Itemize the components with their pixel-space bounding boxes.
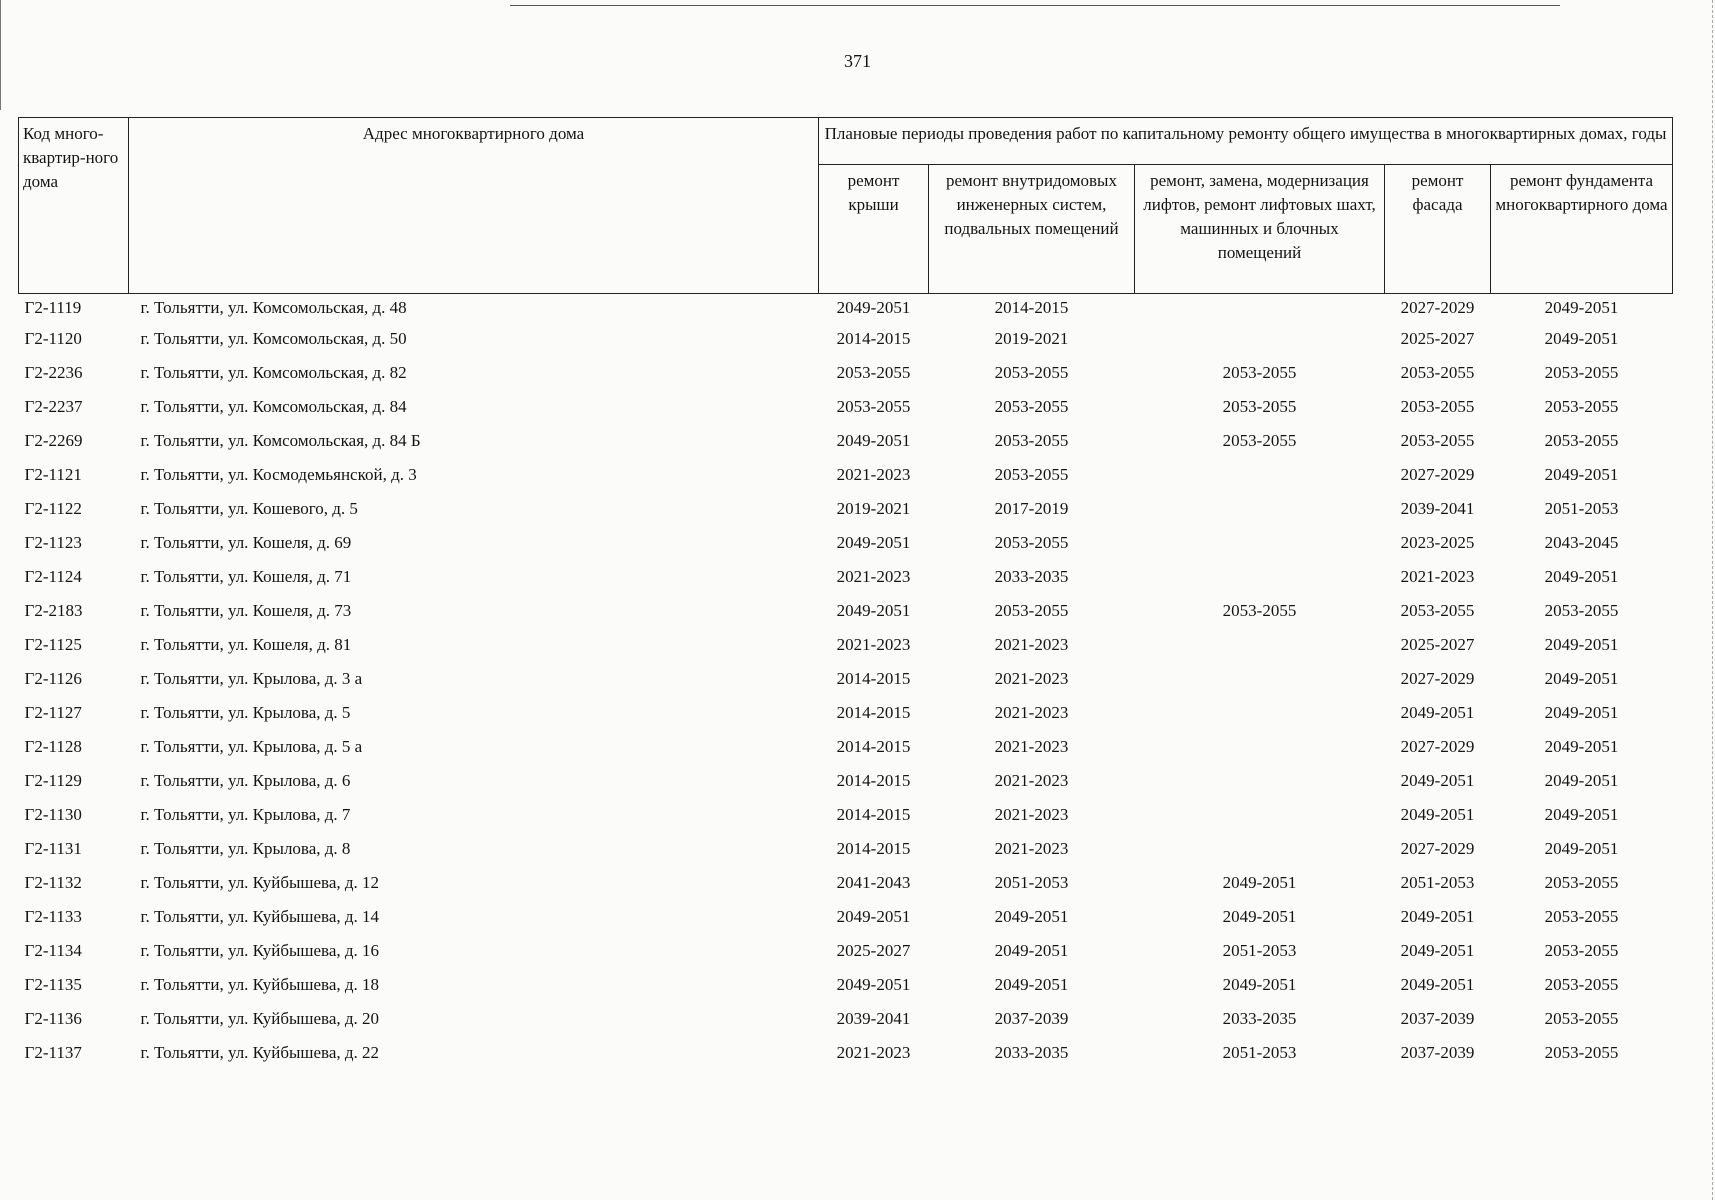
cell-foundation: 2049-2051 xyxy=(1544,839,1619,858)
cell-code: Г2-1129 xyxy=(24,771,82,790)
cell-code: Г2-2237 xyxy=(24,397,83,416)
cell-lifts xyxy=(1135,736,1385,770)
cell-foundation: 2049-2051 xyxy=(1544,771,1619,790)
table-row xyxy=(19,838,1673,872)
cell-facade: 2053-2055 xyxy=(1400,601,1475,620)
cell-address: г. Тольятти, ул. Куйбышева, д. 12 xyxy=(140,873,380,892)
cell-code: Г2-2269 xyxy=(24,431,83,450)
table-row xyxy=(19,1042,1673,1076)
cell-systems: 2053-2055 xyxy=(994,465,1069,484)
cell-roof: 2025-2027 xyxy=(836,941,911,960)
cell-systems: 2021-2023 xyxy=(994,703,1069,722)
cell-code: Г2-1131 xyxy=(24,839,82,858)
scan-edge-line xyxy=(510,5,1560,6)
cell-lifts: 2053-2055 xyxy=(1222,431,1297,450)
cell-lifts xyxy=(1135,668,1385,702)
cell-lifts xyxy=(1135,532,1385,566)
cell-roof: 2021-2023 xyxy=(836,1043,911,1062)
cell-foundation: 2049-2051 xyxy=(1544,298,1619,317)
cell-facade: 2049-2051 xyxy=(1400,907,1475,926)
table-row xyxy=(19,464,1673,498)
table-header xyxy=(19,118,1673,294)
cell-roof: 2049-2051 xyxy=(836,601,911,620)
cell-lifts xyxy=(1135,464,1385,498)
header-roof: ремонт крыши xyxy=(819,165,929,294)
cell-code: Г2-1121 xyxy=(24,465,82,484)
cell-systems: 2033-2035 xyxy=(994,1043,1069,1062)
cell-facade: 2049-2051 xyxy=(1400,805,1475,824)
cell-address: г. Тольятти, ул. Кошеля, д. 69 xyxy=(140,533,352,552)
cell-roof: 2019-2021 xyxy=(836,499,911,518)
cell-systems: 2021-2023 xyxy=(994,771,1069,790)
header-planned-periods: Плановые периоды проведения работ по капитальному ремонту общего имущества в многоквартирных домах, годы xyxy=(819,118,1673,165)
cell-facade: 2027-2029 xyxy=(1400,669,1475,688)
cell-roof: 2049-2051 xyxy=(836,975,911,994)
cell-foundation: 2049-2051 xyxy=(1544,669,1619,688)
cell-systems: 2021-2023 xyxy=(994,805,1069,824)
cell-foundation: 2053-2055 xyxy=(1544,363,1619,382)
cell-foundation: 2049-2051 xyxy=(1544,329,1619,348)
cell-systems: 2049-2051 xyxy=(994,907,1069,926)
table-row xyxy=(19,736,1673,770)
cell-systems: 2014-2015 xyxy=(994,298,1069,317)
cell-lifts: 2033-2035 xyxy=(1222,1009,1297,1028)
cell-systems: 2053-2055 xyxy=(994,363,1069,382)
cell-facade: 2025-2027 xyxy=(1400,329,1475,348)
cell-lifts xyxy=(1135,770,1385,804)
cell-systems: 2021-2023 xyxy=(994,635,1069,654)
cell-systems: 2051-2053 xyxy=(994,873,1069,892)
cell-roof: 2053-2055 xyxy=(836,397,911,416)
page-number: 371 xyxy=(844,51,871,71)
cell-lifts: 2051-2053 xyxy=(1222,1043,1297,1062)
cell-facade: 2053-2055 xyxy=(1400,431,1475,450)
cell-systems: 2037-2039 xyxy=(994,1009,1069,1028)
table-row xyxy=(19,770,1673,804)
cell-systems: 2019-2021 xyxy=(994,329,1069,348)
cell-address: г. Тольятти, ул. Комсомольская, д. 84 Б xyxy=(140,431,421,450)
header-address: Адрес многоквартирного дома xyxy=(129,118,819,294)
cell-code: Г2-1128 xyxy=(24,737,82,756)
cell-facade: 2027-2029 xyxy=(1400,737,1475,756)
cell-facade: 2051-2053 xyxy=(1400,873,1475,892)
cell-address: г. Тольятти, ул. Крылова, д. 8 xyxy=(140,839,351,858)
cell-code: Г2-1119 xyxy=(24,298,82,317)
cell-address: г. Тольятти, ул. Крылова, д. 6 xyxy=(140,771,351,790)
cell-address: г. Тольятти, ул. Куйбышева, д. 14 xyxy=(140,907,380,926)
table-row xyxy=(19,328,1673,362)
cell-facade: 2053-2055 xyxy=(1400,363,1475,382)
cell-address: г. Тольятти, ул. Крылова, д. 5 xyxy=(140,703,351,722)
cell-code: Г2-1133 xyxy=(24,907,82,926)
cell-foundation: 2053-2055 xyxy=(1544,941,1619,960)
cell-facade: 2039-2041 xyxy=(1400,499,1475,518)
cell-foundation: 2053-2055 xyxy=(1544,397,1619,416)
cell-foundation: 2049-2051 xyxy=(1544,737,1619,756)
cell-systems: 2049-2051 xyxy=(994,975,1069,994)
cell-facade: 2037-2039 xyxy=(1400,1043,1475,1062)
table-row xyxy=(19,668,1673,702)
cell-roof: 2049-2051 xyxy=(836,533,911,552)
cell-lifts xyxy=(1135,634,1385,668)
cell-address: г. Тольятти, ул. Крылова, д. 7 xyxy=(140,805,351,824)
cell-address: г. Тольятти, ул. Комсомольская, д. 50 xyxy=(140,329,407,348)
cell-address: г. Тольятти, ул. Крылова, д. 3 а xyxy=(140,669,363,688)
cell-lifts xyxy=(1135,804,1385,838)
cell-lifts xyxy=(1135,498,1385,532)
table-row xyxy=(19,362,1673,396)
table-row xyxy=(19,974,1673,1008)
cell-address: г. Тольятти, ул. Куйбышева, д. 16 xyxy=(140,941,380,960)
cell-foundation: 2053-2055 xyxy=(1544,601,1619,620)
cell-roof: 2014-2015 xyxy=(836,737,911,756)
cell-code: Г2-1122 xyxy=(24,499,82,518)
cell-foundation: 2049-2051 xyxy=(1544,465,1619,484)
cell-code: Г2-1135 xyxy=(24,975,82,994)
cell-lifts: 2053-2055 xyxy=(1222,601,1297,620)
cell-foundation: 2053-2055 xyxy=(1544,975,1619,994)
cell-code: Г2-1126 xyxy=(24,669,82,688)
cell-code: Г2-1123 xyxy=(24,533,82,552)
cell-address: г. Тольятти, ул. Куйбышева, д. 22 xyxy=(140,1043,380,1062)
header-code: Код много-квартир-ного дома xyxy=(19,118,129,294)
cell-code: Г2-1127 xyxy=(24,703,82,722)
cell-foundation: 2053-2055 xyxy=(1544,1009,1619,1028)
cell-systems: 2021-2023 xyxy=(994,737,1069,756)
cell-lifts: 2053-2055 xyxy=(1222,363,1297,382)
table-row xyxy=(19,940,1673,974)
cell-roof: 2021-2023 xyxy=(836,567,911,586)
cell-lifts xyxy=(1135,702,1385,736)
cell-roof: 2014-2015 xyxy=(836,771,911,790)
cell-facade: 2023-2025 xyxy=(1400,533,1475,552)
cell-code: Г2-1136 xyxy=(24,1009,82,1028)
header-lifts: ремонт, замена, модернизация лифтов, ремонт лифтовых шахт, машинных и блочных помещений xyxy=(1135,165,1385,294)
cell-roof: 2014-2015 xyxy=(836,805,911,824)
cell-roof: 2049-2051 xyxy=(836,431,911,450)
cell-systems: 2033-2035 xyxy=(994,567,1069,586)
cell-address: г. Тольятти, ул. Кошеля, д. 71 xyxy=(140,567,352,586)
cell-address: г. Тольятти, ул. Кошеля, д. 73 xyxy=(140,601,352,620)
cell-foundation: 2053-2055 xyxy=(1544,873,1619,892)
cell-facade: 2021-2023 xyxy=(1400,567,1475,586)
cell-facade: 2049-2051 xyxy=(1400,975,1475,994)
cell-address: г. Тольятти, ул. Космодемьянской, д. 3 xyxy=(140,465,417,484)
table-row xyxy=(19,634,1673,668)
cell-code: Г2-2236 xyxy=(24,363,83,382)
table-row xyxy=(19,1008,1673,1042)
header-facade: ремонт фасада xyxy=(1385,165,1491,294)
cell-roof: 2053-2055 xyxy=(836,363,911,382)
cell-lifts: 2053-2055 xyxy=(1222,397,1297,416)
scan-edge-line xyxy=(1712,0,1713,1200)
cell-address: г. Тольятти, ул. Кошевого, д. 5 xyxy=(140,499,358,518)
cell-address: г. Тольятти, ул. Крылова, д. 5 а xyxy=(140,737,363,756)
table-row xyxy=(19,702,1673,736)
cell-lifts: 2049-2051 xyxy=(1222,975,1297,994)
cell-address: г. Тольятти, ул. Комсомольская, д. 84 xyxy=(140,397,407,416)
capital-repair-table xyxy=(18,117,1673,1076)
table-row xyxy=(19,566,1673,600)
cell-facade: 2027-2029 xyxy=(1400,298,1475,317)
cell-roof: 2049-2051 xyxy=(836,907,911,926)
cell-facade: 2027-2029 xyxy=(1400,465,1475,484)
cell-systems: 2053-2055 xyxy=(994,431,1069,450)
cell-roof: 2021-2023 xyxy=(836,465,911,484)
cell-code: Г2-1125 xyxy=(24,635,82,654)
cell-facade: 2053-2055 xyxy=(1400,397,1475,416)
table-body xyxy=(19,294,1673,1077)
table-row xyxy=(19,396,1673,430)
cell-facade: 2049-2051 xyxy=(1400,941,1475,960)
cell-foundation: 2043-2045 xyxy=(1544,533,1619,552)
table-row xyxy=(19,430,1673,464)
cell-code: Г2-1134 xyxy=(24,941,82,960)
cell-facade: 2049-2051 xyxy=(1400,771,1475,790)
cell-code: Г2-1130 xyxy=(24,805,82,824)
cell-code: Г2-2183 xyxy=(24,601,83,620)
table-row xyxy=(19,532,1673,566)
cell-systems: 2017-2019 xyxy=(994,499,1069,518)
cell-foundation: 2049-2051 xyxy=(1544,567,1619,586)
cell-facade: 2025-2027 xyxy=(1400,635,1475,654)
cell-systems: 2049-2051 xyxy=(994,941,1069,960)
cell-address: г. Тольятти, ул. Куйбышева, д. 18 xyxy=(140,975,380,994)
cell-facade: 2037-2039 xyxy=(1400,1009,1475,1028)
cell-roof: 2039-2041 xyxy=(836,1009,911,1028)
table-row xyxy=(19,294,1673,329)
cell-roof: 2041-2043 xyxy=(836,873,911,892)
cell-address: г. Тольятти, ул. Кошеля, д. 81 xyxy=(140,635,352,654)
cell-address: г. Тольятти, ул. Комсомольская, д. 82 xyxy=(140,363,407,382)
cell-foundation: 2049-2051 xyxy=(1544,805,1619,824)
cell-lifts xyxy=(1135,294,1385,329)
cell-foundation: 2053-2055 xyxy=(1544,1043,1619,1062)
cell-lifts xyxy=(1135,328,1385,362)
cell-roof: 2014-2015 xyxy=(836,839,911,858)
cell-systems: 2021-2023 xyxy=(994,669,1069,688)
cell-lifts: 2051-2053 xyxy=(1222,941,1297,960)
cell-facade: 2049-2051 xyxy=(1400,703,1475,722)
cell-roof: 2014-2015 xyxy=(836,329,911,348)
cell-foundation: 2049-2051 xyxy=(1544,635,1619,654)
cell-roof: 2021-2023 xyxy=(836,635,911,654)
table-row xyxy=(19,872,1673,906)
cell-foundation: 2051-2053 xyxy=(1544,499,1619,518)
table-row xyxy=(19,906,1673,940)
table-row xyxy=(19,600,1673,634)
cell-address: г. Тольятти, ул. Куйбышева, д. 20 xyxy=(140,1009,380,1028)
cell-roof: 2014-2015 xyxy=(836,669,911,688)
cell-systems: 2053-2055 xyxy=(994,533,1069,552)
cell-foundation: 2053-2055 xyxy=(1544,907,1619,926)
header-foundation: ремонт фундамента многоквартирного дома xyxy=(1491,165,1673,294)
cell-facade: 2027-2029 xyxy=(1400,839,1475,858)
cell-lifts: 2049-2051 xyxy=(1222,907,1297,926)
cell-address: г. Тольятти, ул. Комсомольская, д. 48 xyxy=(140,298,407,317)
cell-lifts xyxy=(1135,566,1385,600)
cell-lifts: 2049-2051 xyxy=(1222,873,1297,892)
cell-systems: 2053-2055 xyxy=(994,397,1069,416)
cell-foundation: 2049-2051 xyxy=(1544,703,1619,722)
cell-code: Г2-1137 xyxy=(24,1043,82,1062)
cell-code: Г2-1124 xyxy=(24,567,82,586)
header-systems: ремонт внутридомовых инженерных систем, подвальных помещений xyxy=(929,165,1135,294)
table-row xyxy=(19,804,1673,838)
cell-systems: 2053-2055 xyxy=(994,601,1069,620)
cell-lifts xyxy=(1135,838,1385,872)
cell-foundation: 2053-2055 xyxy=(1544,431,1619,450)
cell-code: Г2-1120 xyxy=(24,329,82,348)
cell-systems: 2021-2023 xyxy=(994,839,1069,858)
cell-code: Г2-1132 xyxy=(24,873,82,892)
cell-roof: 2014-2015 xyxy=(836,703,911,722)
cell-roof: 2049-2051 xyxy=(836,298,911,317)
table-row xyxy=(19,498,1673,532)
